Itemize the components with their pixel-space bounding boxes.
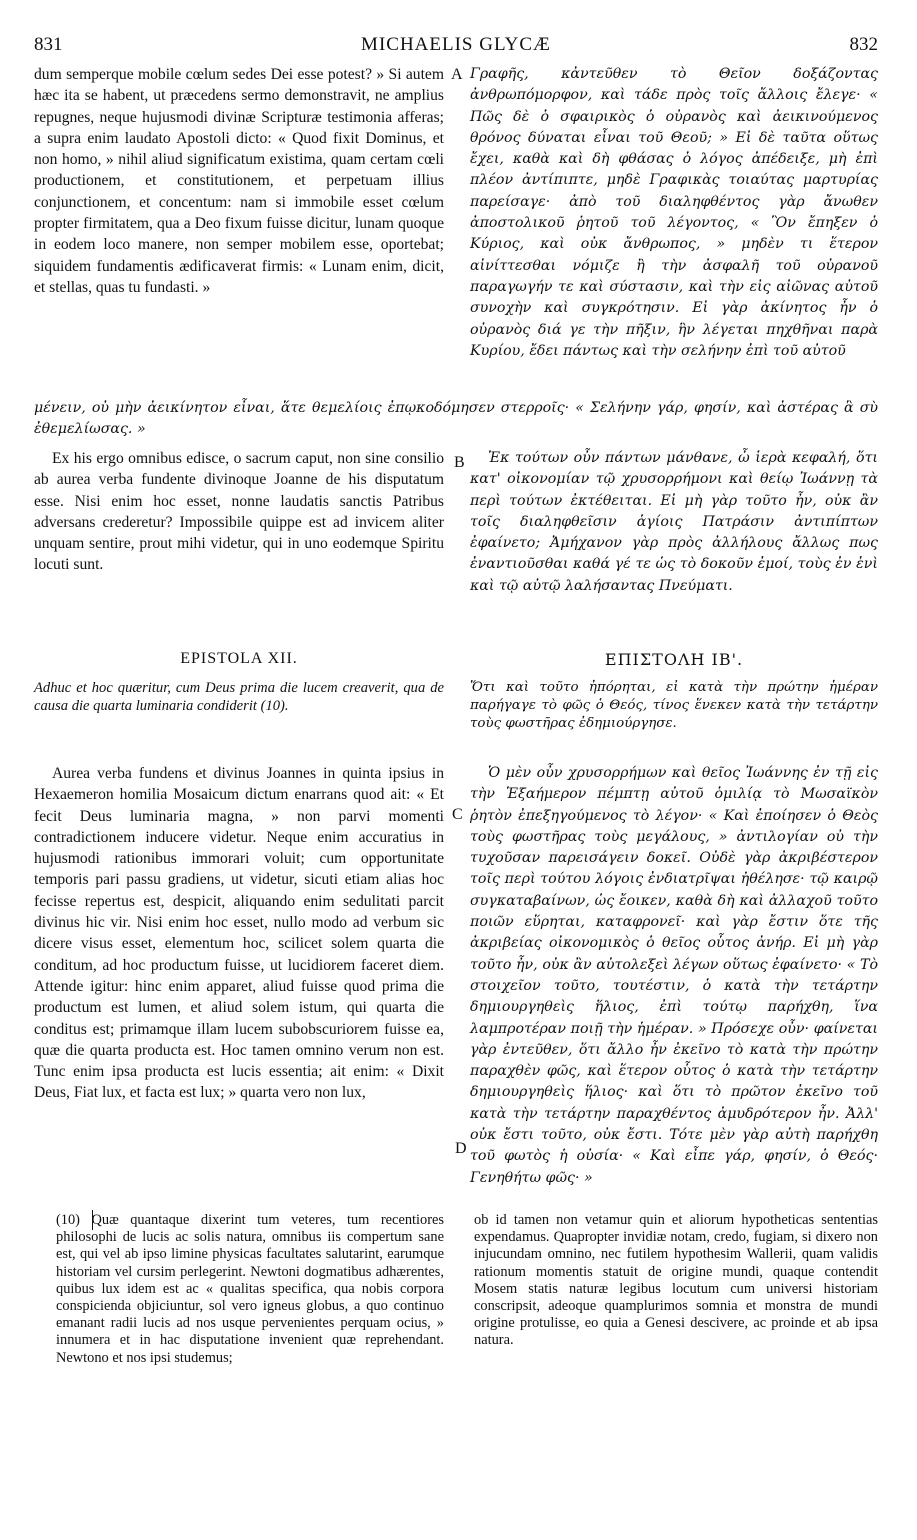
greek-paragraph: Ἐκ τούτων οὖν πάντων μάνθανε, ὦ ἱερὰ κεφαλή, ὅτι κατ' οἰκονομίαν τῷ χρυσορρήμονι καὶ θείῳ Ἰωάννῃ τὰ περὶ τούτων ἐκτέθειται. Εἰ μὴ γὰρ τοῦτο ἦν, οὐκ ἂν τοῖς διαληφθεῖσιν ἁγίοις Πατράσιν ἀντιπίπτων ἐφαίνετο; Ἀμήχανον γὰρ πρὸς ἀλλήλους ἄλλως πως ἐναντιοῦσθαι καθά γέ τε ὡς τὸ δοκοῦν ἐμοί, τοὺς ἐν ἑνὶ καὶ τῷ αὐτῷ λαλήσαντας Πνεύματι. [470, 450, 878, 594]
page-number-left: 831 [34, 34, 63, 55]
greek-column-section-1 [470, 64, 878, 362]
latin-column-section-1 [34, 64, 444, 298]
margin-marker-b: B [454, 454, 465, 471]
latin-column-section-2 [34, 448, 444, 576]
greek-epistle-heading: ΕΠΙΣΤΟΛΗ ΙΒ'. [604, 650, 744, 669]
footnote-left: (10) Quæ quantaque dixerint tum veteres, tum recentiores philosophi de lucis ac solis natura, omnibus iis compertum sane est, qui vel ab ipso limine physicas facultates salutarint, earumque historiam vel cursim perlegerint. Newtoni dogmatibus adhærentes, quibus lux idem est ac « qualitas specifica, qua nobis corpora conspicienda objiciuntur, sol vero igneus globus, a quo continuo emanant radii lucis ad nos usque pervenientes perquam ocius, » innumera et in hac disputatione invenient quæ reprehendant. Newtono et nos ipsi studemus; [56, 1212, 444, 1366]
latin-epistle-summary: Adhuc et hoc quæritur, cum Deus prima die lucem creaverit, qua de causa die quarta luminaria condiderit (10). [34, 680, 444, 714]
greek-paragraph: Γραφῆς, κἀντεῦθεν τὸ Θεῖον δοξάζοντας ἀνθρωπόμορφον, καὶ τάδε πρὸς τοῖς ἄλλοις ἔλεγε· « Πῶς δὲ ὁ σφαιρικὸς ὁ οὐρανὸς καὶ ἀεικινούμενος θρόνος δύναται εἶναι τοῦ Θεοῦ; » Εἰ δὲ ταῦτα οὕτως ἔχει, καθὰ καὶ δὴ φθάσας ὁ λόγος ἀπέδειξε, μὴ ἐπὶ πλέον ἀντίπιπτε, μηδὲ Γραφικὰς τοιαύτας μαρτυρίας παρείσαγε· ἀπὸ τοῦ διαληφθέντος γὰρ ἄνωθεν ἀποστολικοῦ ῥητοῦ τοῦ λέγοντος, « Ὃν ἔπηξεν ὁ Κύριος, καὶ οὐκ ἄνθρωπος, » μηδὲν τι ἕτερον αἰνίττεσθαι νόμιζε ἢ τὴν ἀσφαλῆ τοῦ οὐρανοῦ παραγωγήν τε καὶ σύστασιν, καὶ τὴν εἰς αἰῶνας αὐτοῦ συνοχὴν καὶ συγκρότησιν. Εἰ γὰρ ἀκίνητος ἦν ὁ οὐρανὸς διά γε τὴν πῆξιν, ἣν λέγεται πηχθῆναι παρὰ Κυρίου, ἔδει πάντως καὶ τὴν σελήνην ἐπὶ τοῦ αὐτοῦ [470, 66, 878, 359]
greek-column-section-2 [470, 448, 878, 597]
latin-epistle-heading: EPISTOLA XII. [180, 650, 298, 667]
greek-full-width-line: μένειν, οὐ μὴν ἀεικίνητον εἶναι, ἅτε θεμελίοις ἐπῳκοδόμησεν στερροῖς· « Σελήνην γάρ, φησίν, καὶ ἀστέρας ἃ σὺ ἐθεμελίωσας. » [34, 400, 878, 437]
footnote-right: ob id tamen non vetamur quin et aliorum hypotheticas sententias expendamus. Quapropter invidiæ notam, credo, fugiam, si dixero non injucundam omnino, nec futilem hypothesim Wallerii, quam validis rationum momentis statuit de origine mundi, quaque contendit Mosem statis naturæ legibus locutum cum universi historiam conscripsit, adeoque quamplurimos somnia et monstra de mundi origine protulisse, eo quia a Genesi descivere, ac proinde et ab ipsa natura. [474, 1212, 878, 1349]
margin-marker-c: C [452, 806, 463, 823]
latin-paragraph: dum semperque mobile cœlum sedes Dei esse potest? » Si autem hæc ita se habent, ut præcedens sermo demonstravit, ne amplius repugnes, neque hujusmodi divinæ Scripturæ testimonia afferas; a supra enim laudato Apostoli dicto: « Quod fixit Dominus, et non homo, » nihil aliud significatum existima, quam certam cœli productionem, et constitutionem, et perpetuam illius conjunctionem, et concentum: nam si immobile esset cœlum propter firmitatem, qua a Deo fixum fuisse dicitur, lunam quoque in eodem loco manere, non semper mobilem esse, oportebat; siquidem fundamentis ædificaverat firmis: « Lunam enim, dicit, et stellas, quas tu fundasti. » [34, 66, 444, 296]
greek-epistle-summary: Ὅτι καὶ τοῦτο ἠπόρηται, εἰ κατὰ τὴν πρώτην ἡμέραν παρήγαγε τὸ φῶς ὁ Θεός, τίνος ἕνεκεν κατὰ τὴν τετάρτην τοὺς φωστῆρας ἐδημιούργησε. [470, 680, 878, 731]
latin-epistle-body [34, 763, 444, 1104]
page-number-right: 832 [849, 34, 878, 55]
page-header [34, 34, 878, 58]
latin-paragraph: Ex his ergo omnibus edisce, o sacrum caput, non sine consilio ab aurea verba fundente divinoque Joanne de his disputatum esse. Nisi enim hoc esset, nonne laudatis sanctis Patribus adversans crederetur? Impossibile quippe est ad invicem aliter unquam sentire, prout mihi videtur, qui in uno eodemque Spiritu locuti sunt. [34, 450, 444, 574]
running-title: MICHAELIS GLYCÆ [361, 34, 551, 55]
margin-marker-d: D [455, 1140, 467, 1157]
margin-marker-a: A [451, 66, 463, 83]
latin-paragraph: Aurea verba fundens et divinus Joannes in quinta ipsius in Hexaemeron homilia Mosaicum dictum enarrans quod ait: « Et fecit Deus luminaria magna, » non parvi momenti contradictionem inducere videtur. Neque enim accuratius in hujusmodi rationibus immorari voluit; cum opportunitate temporis pari passu gradiens, ut videtur, sicuti etiam alias hoc fecisse repertus est, despicit, aliquando enim sedulitati parcit divinus hic vir. Nisi enim hoc esset, nullo modo ad verbum sic dicere visus esset, elementum hoc, scilicet solem quarta die conditum, ad hoc productum fuisse, ut lucidiorem faceret diem. Attende igitur: hinc enim apparet, aliud fuisse quod prima die productum est lumen, et aliud solem istum, qui quarta die conditus est; primamque illam lucem subobscuriorem fuisse ea, quæ die quarta producta est. Hoc tamen omnino verum non est. Tunc enim ipsa producta est lucis essentia; ait enim: « Dixit Deus, Fiat lux, et facta est lux; » quarta vero non lux, [34, 765, 444, 1102]
greek-paragraph: Ὁ μὲν οὖν χρυσορρήμων καὶ θεῖος Ἰωάννης ἐν τῇ εἰς τὴν Ἑξαήμερον πέμπτῃ αὐτοῦ ὁμιλίᾳ τὸ Μωσαϊκὸν ῥητὸν ἐπεξηγούμενος τὸ λέγον· « Καὶ ἐποίησεν ὁ Θεὸς τοὺς φωστῆρας τοὺς μεγάλους, » ἀντιλογίαν οὐ τὴν τυχοῦσαν παρεισάγειν δοκεῖ. Οὐδὲ γὰρ ἀκριβέστερον τοῖς περὶ τούτου λόγοις ἐνδιατρῖψαι ἠθέλησε· τῷ καιρῷ συγκαταβαίνων, ὡς ἔοικεν, καθὰ δὴ καὶ ἀλλαχοῦ τοῦτο ποιῶν εὕρηται, καταφρονεῖ· καὶ γὰρ ἔστιν ὅτε τῆς ἀκριβείας οἰκονομικὸς ὁ θεῖος οὗτος ἀνήρ. Εἰ μὴ γὰρ τοῦτο ἦν, οὐκ ἂν αὐτολεξεὶ λέγων οὕτως ἐφαίνετο· « Τὸ στοιχεῖον τοῦτο, τουτέστιν, ὁ κατὰ τὴν τετάρτην δημιουργηθεὶς ἥλιος, ἐπὶ τούτῳ παρήχθη, ἵνα λαμπροτέραν ποιῇ τὴν ἡμέραν. » Πρόσεχε οὖν· φαίνεται γὰρ ἐντεῦθεν, ὅτι ἄλλο ἦν ἐκεῖνο τὸ κατὰ τὴν πρώτην παραχθὲν φῶς, καὶ ἕτερον οὗτος ὁ κατὰ τὴν τετάρτην δημιουργηθεὶς ἥλιος· καὶ ὅτι τὸ πρῶτον ἐκεῖνο τοῦ κατὰ τὴν τετάρτην παραχθέντος ἀμυδρότερον ἦν. Ἀλλ' οὐκ ἔστι τοῦτο, οὐκ ἔστι. Τότε μὲν γὰρ αὐτὴ παρήχθη τοῦ φωτὸς ἡ οὐσία· « Καὶ εἶπε γάρ, φησίν, ὁ Θεός· Γενηθήτω φῶς· » [470, 765, 878, 1186]
greek-epistle-body [470, 763, 878, 1189]
